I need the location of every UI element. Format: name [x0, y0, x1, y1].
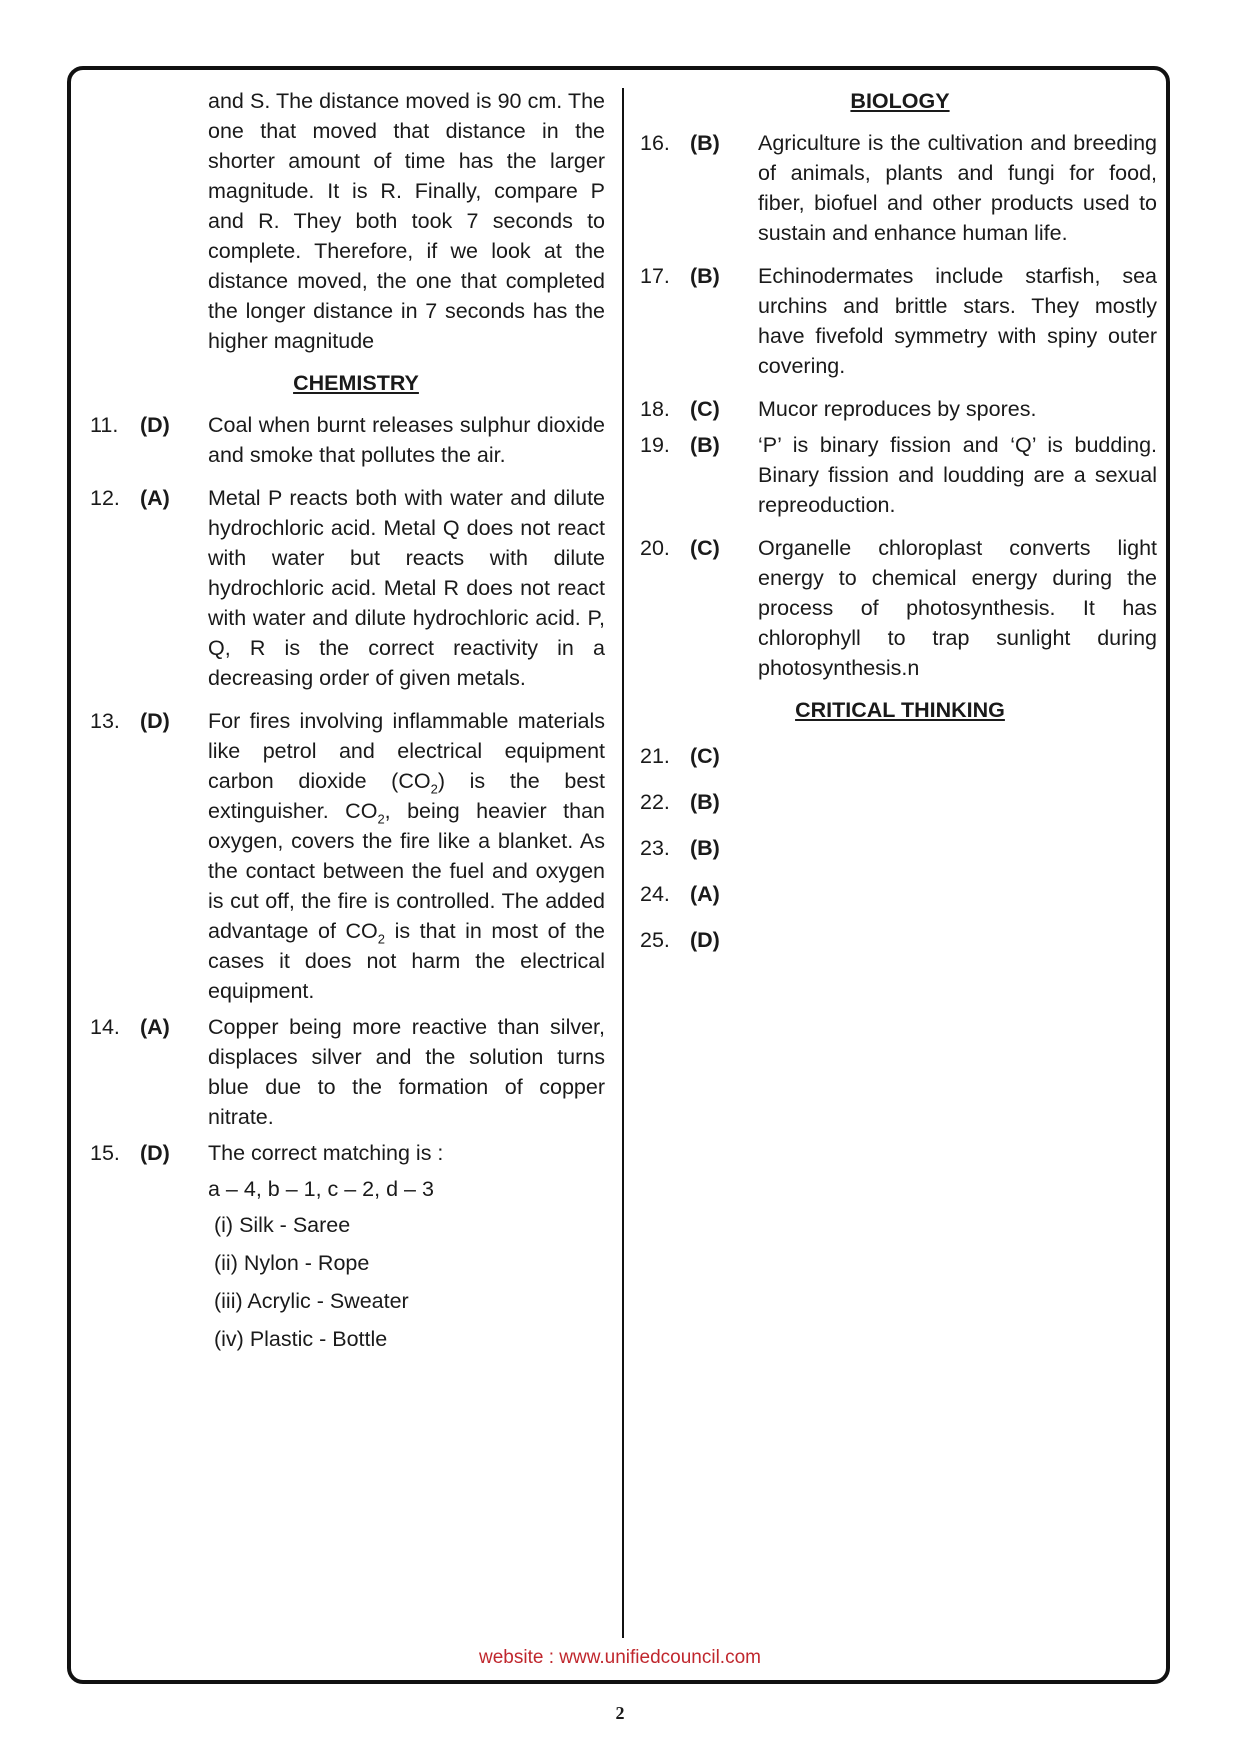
answer-option: (D): [690, 928, 720, 952]
question-17: [640, 261, 1157, 381]
explanation: [208, 1138, 605, 1354]
question-15: [90, 1138, 605, 1354]
question-number: 18.: [640, 397, 670, 421]
answer-option: (D): [140, 1141, 170, 1165]
matching-answer: a – 4, b – 1, c – 2, d – 3: [208, 1177, 434, 1201]
answer-option: (C): [690, 536, 720, 560]
question-20: [640, 533, 1157, 683]
answer-option: (B): [690, 131, 720, 155]
page-number: 2: [615, 1703, 625, 1723]
question-14: [90, 1012, 605, 1132]
question-21: [640, 741, 1157, 771]
critical-thinking-answers: [640, 741, 1157, 955]
question-24: [640, 879, 1157, 909]
question-number: 12.: [90, 486, 120, 510]
question-23: [640, 833, 1157, 863]
matching-item: (iv) Plastic - Bottle: [214, 1327, 388, 1351]
explanation: Agriculture is the cultivation and breeding of animals, plants and fungi for food, fiber, biofuel and other products used to sustain and enhance human life.: [758, 131, 1157, 245]
question-16: [640, 128, 1157, 248]
explanation: Mucor reproduces by spores.: [758, 397, 1037, 421]
question-number: 19.: [640, 433, 670, 457]
right-column: [640, 86, 1157, 955]
question-number: 11.: [90, 413, 119, 437]
matching-item: (ii) Nylon - Rope: [214, 1251, 370, 1275]
answer-option: (D): [140, 709, 170, 733]
physics-continuation: and S. The distance moved is 90 cm. The one that moved that distance in the shorter amount of time has the larger magnitude. It is R. Finally, compare P and R. They both took 7 seconds to complete. Therefore, if we look at the distance moved, the one that completed the longer distance in 7 seconds has the higher magnitude: [208, 89, 605, 353]
answer-option: (A): [690, 882, 720, 906]
answer-option: (B): [690, 836, 720, 860]
critical-thinking-heading: CRITICAL THINKING: [795, 698, 1005, 722]
explanation: Echinodermates include starfish, sea urchins and brittle stars. They mostly have fivefold symmetry with spiny outer covering.: [758, 264, 1157, 378]
question-25: [640, 925, 1157, 955]
answer-option: (C): [690, 744, 720, 768]
answer-option: (D): [140, 413, 170, 437]
question-number: 14.: [90, 1015, 120, 1039]
question-11: [90, 410, 605, 470]
answer-option: (C): [690, 397, 720, 421]
website-footer[interactable]: website : www.unifiedcouncil.com: [479, 1647, 761, 1668]
question-22: [640, 787, 1157, 817]
explanation: Copper being more reactive than silver, displaces silver and the solution turns blue due to the formation of copper nitrate.: [208, 1015, 605, 1129]
answer-option: (B): [690, 433, 720, 457]
question-number: 23.: [640, 836, 670, 860]
left-column: [90, 86, 605, 1354]
answer-option: (B): [690, 790, 720, 814]
question-number: 15.: [90, 1141, 120, 1165]
biology-heading: BIOLOGY: [850, 89, 950, 113]
matching-item: (iii) Acrylic - Sweater: [214, 1289, 409, 1313]
question-number: 25.: [640, 928, 670, 952]
explanation: ‘P’ is binary fission and ‘Q’ is budding. Binary fission and loudding are a sexual repreoduction.: [758, 433, 1157, 517]
matching-intro: The correct matching is :: [208, 1141, 444, 1165]
explanation: Metal P reacts both with water and dilute hydrochloric acid. Metal Q does not react with water but reacts with dilute hydrochloric acid. Metal R does not react with water and dilute hydrochloric acid. P, Q, R is the correct reactivity in a decreasing order of given metals.: [208, 486, 605, 690]
question-number: 20.: [640, 536, 670, 560]
matching-item: (i) Silk - Saree: [214, 1213, 351, 1237]
chemistry-heading: CHEMISTRY: [293, 371, 419, 395]
question-number: 21.: [640, 744, 670, 768]
explanation: For fires involving inflammable materials like petrol and electrical equipment carbon dioxide $(CO_2)$ is the best extinguisher. $CO_2$, being heavier than oxygen, covers the fire like a blanket. As the contact between the fuel and oxygen is cut off, the fire is controlled. The added advantage of $CO_2$ is that in most of the cases it does not harm the electrical equipment.: [208, 709, 605, 1003]
question-13: [90, 706, 605, 1006]
question-number: 22.: [640, 790, 670, 814]
question-number: 17.: [640, 264, 670, 288]
question-19: [640, 430, 1157, 520]
explanation: Coal when burnt releases sulphur dioxide and smoke that pollutes the air.: [208, 413, 605, 467]
answer-option: (B): [690, 264, 720, 288]
question-number: 16.: [640, 131, 670, 155]
question-number: 24.: [640, 882, 670, 906]
answer-option: (A): [140, 486, 170, 510]
column-divider: [622, 88, 624, 1638]
question-12: [90, 483, 605, 693]
question-18: [640, 394, 1157, 424]
explanation: Organelle chloroplast converts light energy to chemical energy during the process of photosynthesis. It has chlorophyll to trap sunlight during photosynthesis.n: [758, 536, 1157, 680]
question-number: 13.: [90, 709, 120, 733]
answer-option: (A): [140, 1015, 170, 1039]
